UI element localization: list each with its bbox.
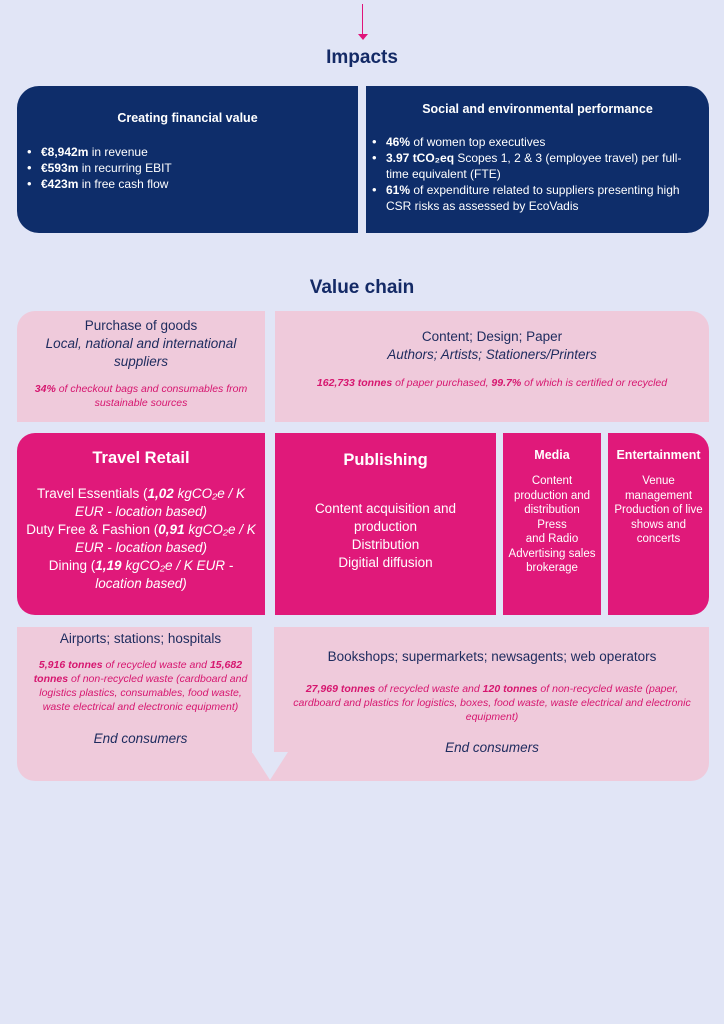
- end-consumers-label: End consumers: [445, 740, 539, 755]
- publishing-box: [275, 433, 496, 615]
- social-environmental-panel: [366, 86, 709, 233]
- content-design-paper-title: Content; Design; Paper: [421, 329, 563, 344]
- arrow-down-icon: [252, 752, 288, 780]
- list-item: Press: [537, 518, 567, 531]
- list-item: Duty Free & Fashion (0,91 kgCO₂e / K EUR - location based): [26, 522, 256, 555]
- publishing-title: Publishing: [343, 451, 428, 469]
- list-item: • 61% of expenditure related to suppliers presenting high CSR risks as assessed by EcoVadis: [372, 182, 701, 214]
- list-item: Content production and distribution: [513, 475, 591, 516]
- purchase-of-goods-box: [17, 311, 265, 422]
- downstream-divider: [252, 627, 274, 753]
- entertainment-box: [608, 433, 709, 615]
- social-environmental-title: Social and environmental performance: [422, 102, 653, 116]
- list-item: • 46% of women top executives: [372, 134, 701, 150]
- bookshops-waste-stat: 27,969 tonnes of recycled waste and 120 tonnes of non-recycled waste (paper, cardboard and plastics for logistics, boxes, food waste, waste electrical and electronic equipment): [293, 683, 691, 723]
- top-connector-line: [362, 4, 363, 36]
- list-item: Travel Essentials (1,02 kgCO₂e / K EUR - location based): [37, 486, 245, 519]
- media-title: Media: [534, 448, 570, 462]
- value-chain-title: Value chain: [309, 277, 415, 298]
- list-item: Advertising sales brokerage: [508, 547, 596, 574]
- media-box: [503, 433, 601, 615]
- list-item: Production of live shows and concerts: [614, 504, 703, 545]
- entertainment-lines: [611, 474, 706, 547]
- list-item: Venue management: [624, 475, 693, 502]
- list-item: Digitial diffusion: [338, 555, 433, 570]
- airports-box: [27, 630, 254, 748]
- airports-title: Airports; stations; hospitals: [59, 631, 222, 646]
- financial-value-panel: [17, 86, 358, 233]
- list-item: and Radio: [525, 533, 579, 545]
- bookshops-box: [292, 648, 692, 757]
- checkout-bags-stat: 34% of checkout bags and consumables from sustainable sources: [34, 383, 248, 409]
- impacts-title: Impacts: [326, 47, 398, 68]
- paper-purchased-stat: 162,733 tonnes of paper purchased, 99.7% of which is certified or recycled: [316, 377, 668, 389]
- list-item: Distribution: [351, 537, 420, 552]
- airports-waste-stat: 5,916 tonnes of recycled waste and 15,682 tonnes of non-recycled waste (cardboard and logistics plastics, consumables, food waste, waste electrical and electronic equipment): [33, 659, 248, 713]
- list-item: • €593m in recurring EBIT: [27, 160, 358, 176]
- arrow-down-icon: [358, 34, 368, 40]
- list-item: Dining (1,19 kgCO₂e / K EUR - location based): [48, 558, 234, 591]
- travel-retail-box: [17, 433, 265, 615]
- suppliers-subtitle: Local, national and international suppliers: [45, 336, 237, 369]
- list-item: Content acquisition and production: [314, 501, 457, 534]
- publishing-lines: [285, 500, 486, 572]
- financial-value-list: [27, 144, 358, 192]
- purchase-of-goods-title: Purchase of goods: [84, 318, 198, 333]
- list-item: • 3.97 tCO₂eq Scopes 1, 2 & 3 (employee travel) per full-time equivalent (FTE): [372, 150, 701, 182]
- content-design-paper-box: [275, 311, 709, 422]
- travel-retail-lines: [25, 485, 257, 593]
- entertainment-title: Entertainment: [616, 448, 701, 462]
- authors-artists-subtitle: Authors; Artists; Stationers/Printers: [387, 347, 597, 362]
- travel-retail-title: Travel Retail: [92, 449, 190, 467]
- social-environmental-list: [372, 134, 701, 214]
- bookshops-title: Bookshops; supermarkets; newsagents; web operators: [327, 649, 657, 664]
- media-lines: [507, 474, 597, 576]
- list-item: • €8,942m in revenue: [27, 144, 358, 160]
- financial-value-title: Creating financial value: [117, 111, 258, 125]
- end-consumers-label: End consumers: [93, 731, 188, 746]
- list-item: • €423m in free cash flow: [27, 176, 358, 192]
